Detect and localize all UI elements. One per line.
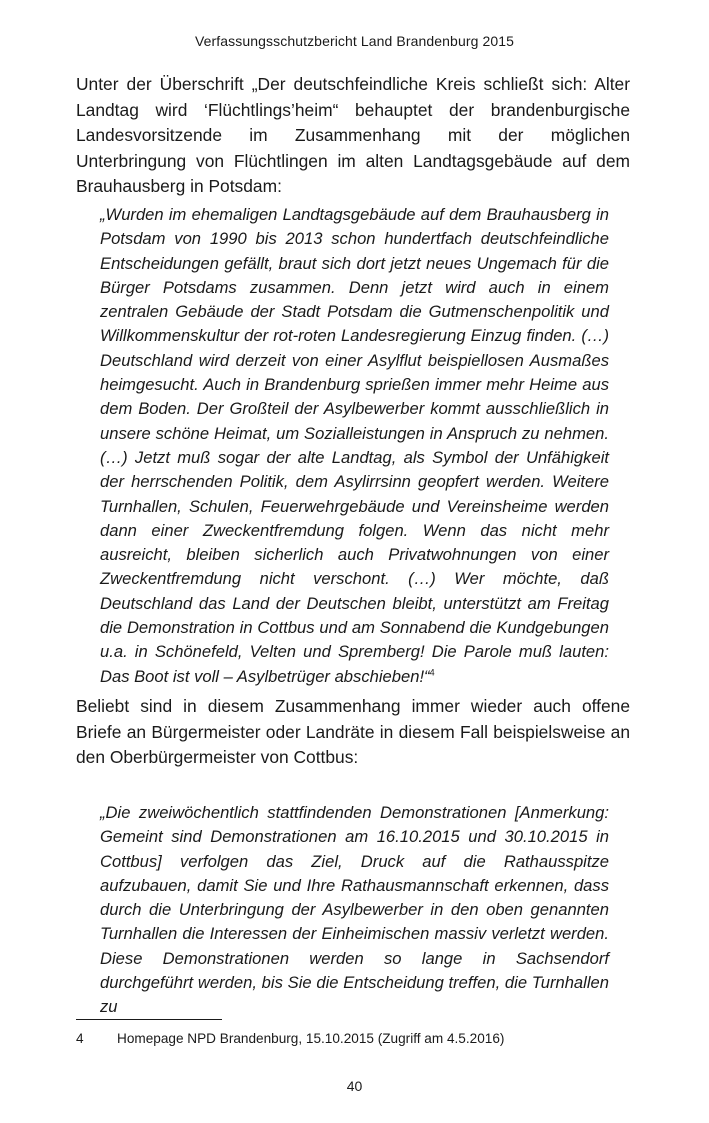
- block-quote-2: „Die zweiwöchentlich stattfindenden Demonstrationen [Anmerkung: Gemeint sind Demonstrationen am 16.10.2015 und 30.10.2015 in Cottbus] verfolgen das Ziel, Druck auf die Rathausspitze aufzubauen, damit Sie und Ihre Rathausmannschaft erkennen, dass durch die Unterbringung der Asylbewerber in den oben genannten Turnhallen die Interessen der Einheimischen massiv verletzt werden. Diese Demonstrationen werden so lange in Sachsendorf durchgeführt werden, bis Sie die Entscheidung treffen, die Turnhallen zu: [100, 803, 609, 1017]
- body-paragraph-2: Beliebt sind in diesem Zusammenhang immer wieder auch offene Briefe an Bürgermeister oder Landräte in diesem Fall beispielsweise an den Oberbürgermeister von Cottbus:: [76, 696, 630, 767]
- footnote-number: 4: [76, 1031, 84, 1046]
- body-paragraph-1: Unter der Überschrift „Der deutschfeindliche Kreis schließt sich: Alter Landtag wird ‘Flüchtlings’heim“ behauptet der brandenburgische Landesvorsitzende im Zusammenhang mit der möglichen Unterbringung von Flüchtlingen im alten Landtagsgebäude auf dem Brauhausberg in Potsdam:: [76, 74, 630, 196]
- footnote-reference[interactable]: 4: [429, 667, 435, 678]
- footnote-separator: [76, 1019, 222, 1020]
- footnote-4: [76, 1030, 630, 1048]
- footnote-text: Homepage NPD Brandenburg, 15.10.2015 (Zugriff am 4.5.2016): [117, 1031, 505, 1046]
- block-quote-1: [100, 203, 609, 689]
- page-number: 40: [346, 1078, 363, 1094]
- block-quote-1-text: „Wurden im ehemaligen Landtagsgebäude auf dem Brauhausberg in Potsdam von 1990 bis 2013 schon hundertfach deutschfeindliche Entscheidungen gefällt, braut sich dort jetzt neues Ungemach für die Bürger Potsdams zusammen. Denn jetzt wird auch in einem zentralen Gebäude der Stadt Potsdam die Gutmenschenpolitik und Willkommenskultur der rot-roten Landesregierung Einzug finden. (…) Deutschland wird derzeit von einer Asylflut beispiellosen Ausmaßes heimgesucht. Auch in Brandenburg sprießen immer mehr Heime aus dem Boden. Der Großteil der Asylbewerber kommt ausschließlich in unsere schöne Heimat, um Sozialleistungen in Anspruch zu nehmen. (…) Jetzt muß sogar der alte Landtag, als Symbol der Unfähigkeit der herrschenden Politik, dem Asylirrsinn geopfert werden. Weitere Turnhallen, Schulen, Feuerwehrgebäude und Vereinsheime werden dann einer Zweckentfremdung folgen. Wenn das nicht mehr ausreicht, bleiben sicherlich auch Privatwohnungen von einer Zweckentfremdung nicht verschont. (…) Wer möchte, daß Deutschland das Land der Deutschen bleibt, unterstützt am Freitag die Demonstration in Cottbus und am Sonnabend die Kundgebungen u.a. in Schönefeld, Velten und Spremberg! Die Parole muß lauten: Das Boot ist voll – Asylbetrüger abschieben!“: [100, 205, 609, 686]
- running-header: Verfassungsschutzbericht Land Brandenburg 2015: [194, 33, 515, 49]
